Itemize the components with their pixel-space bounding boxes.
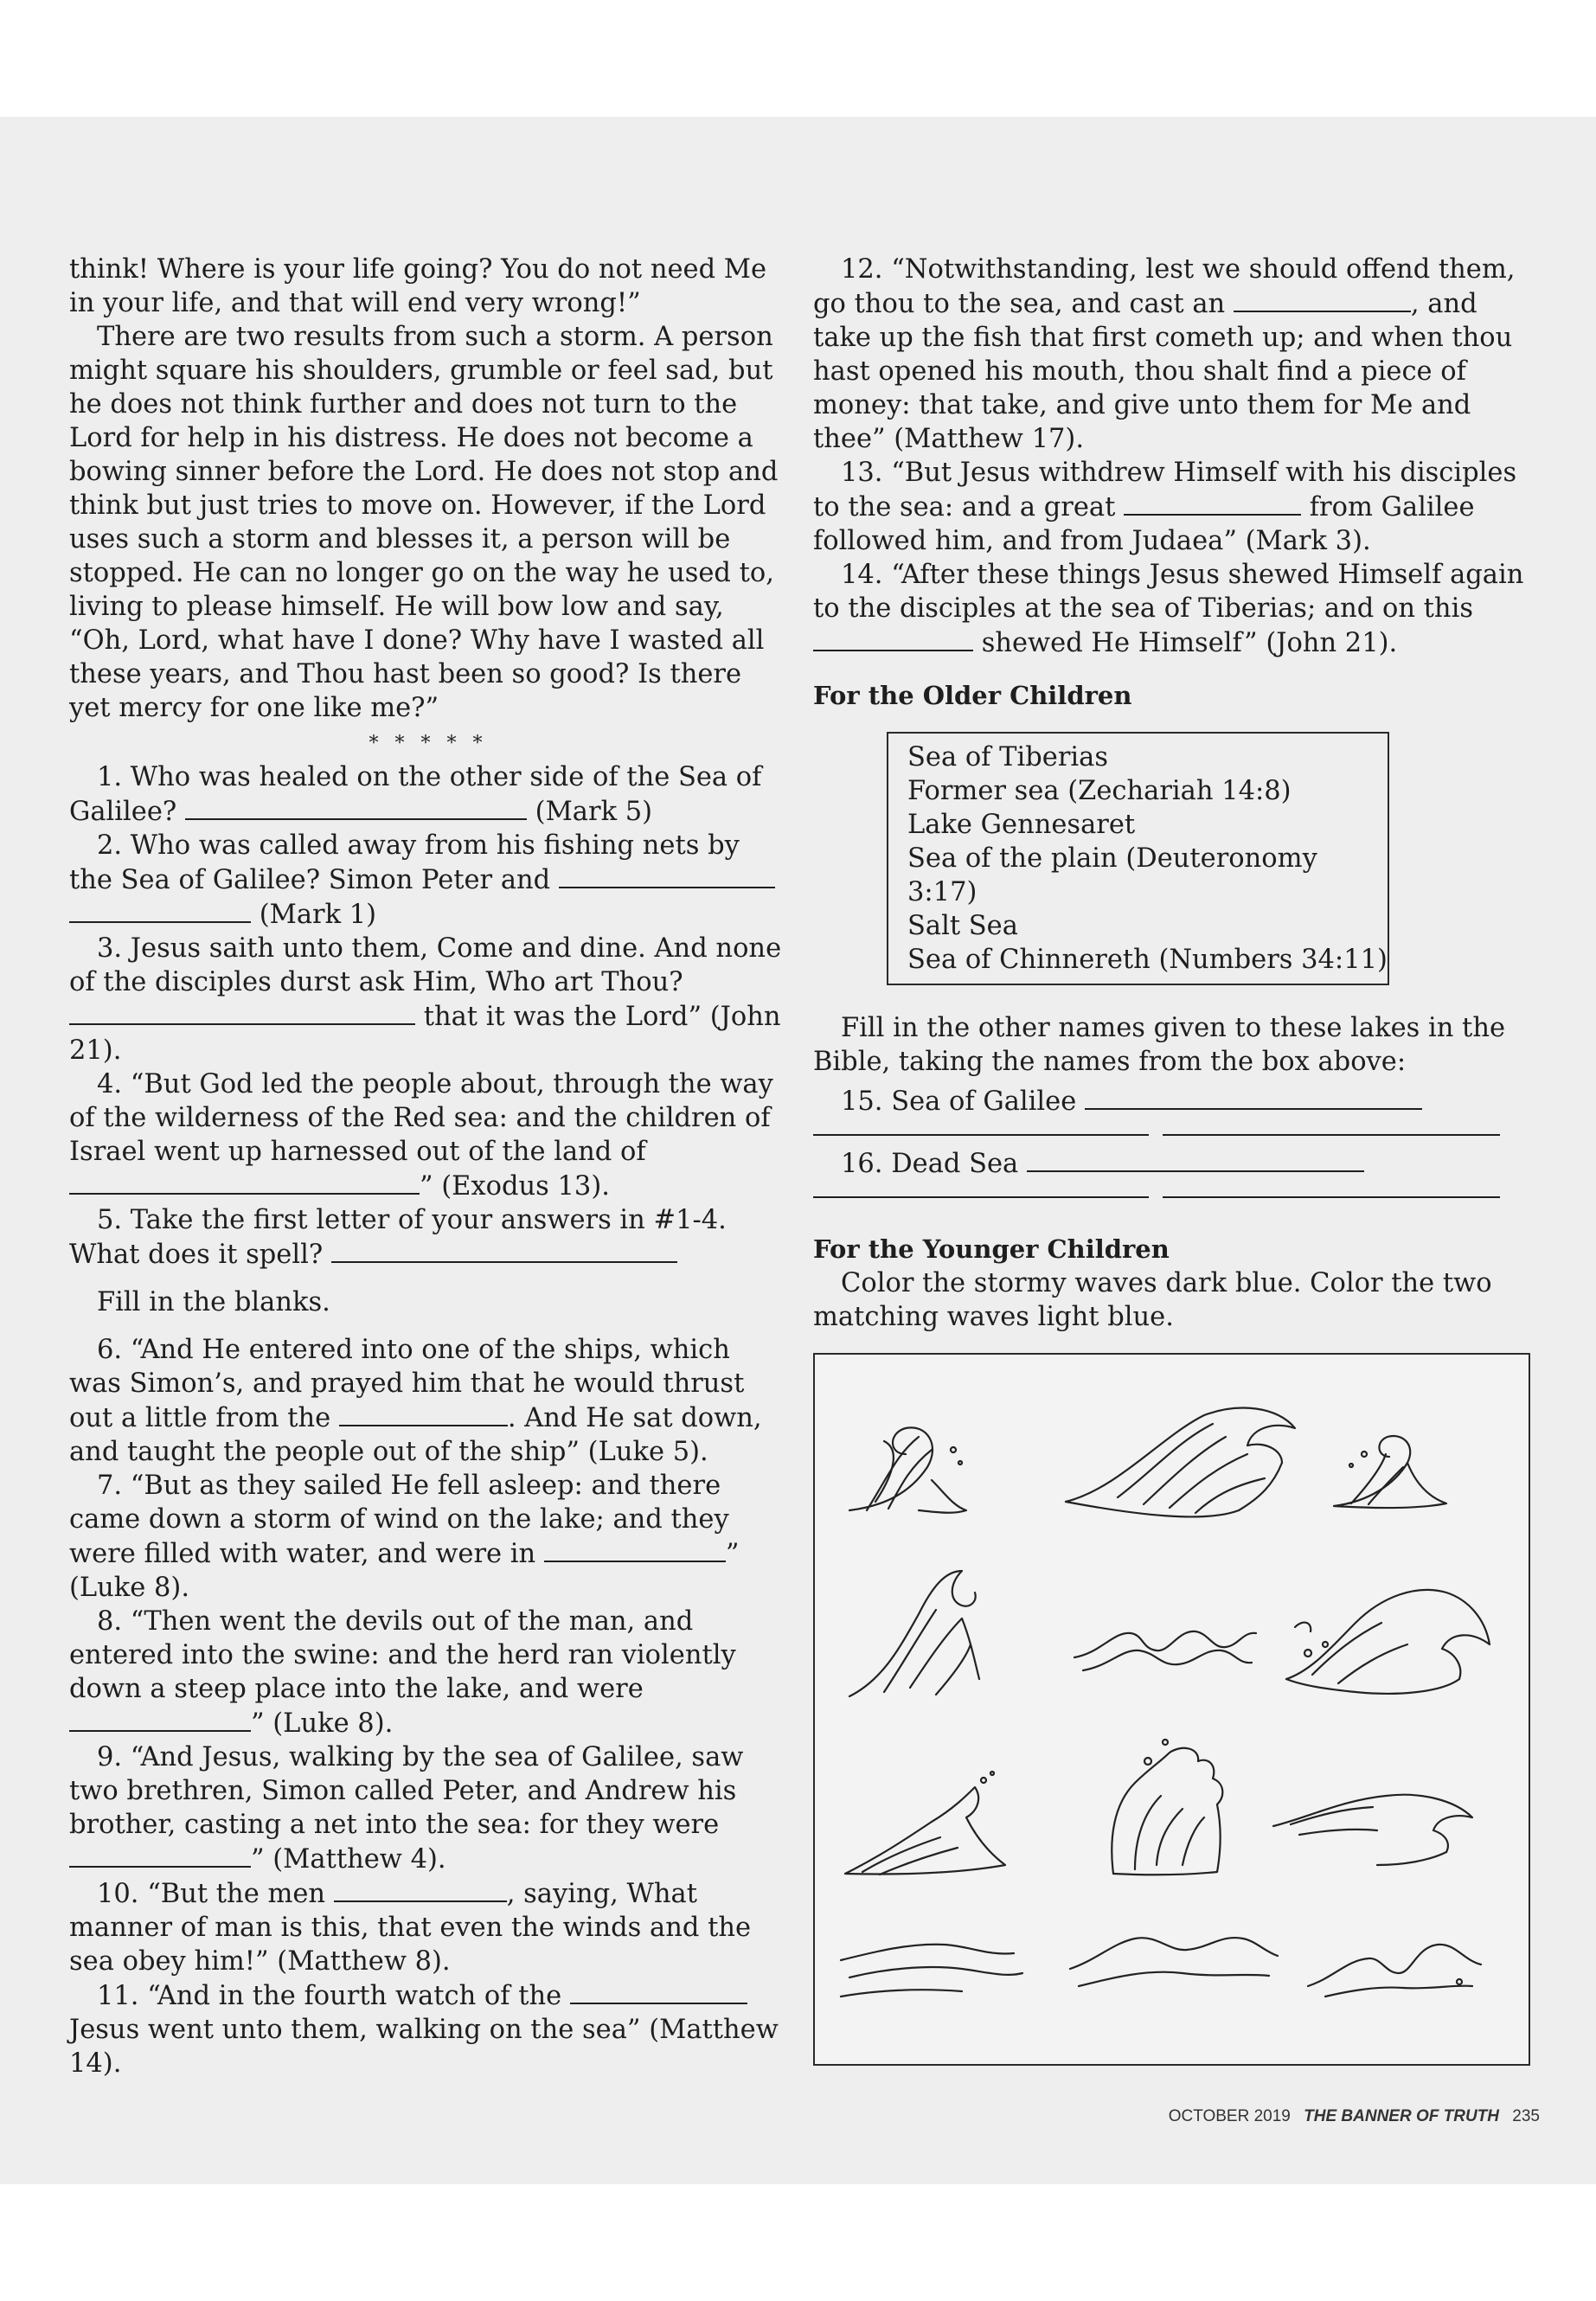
wave-drawing[interactable] [1308, 1945, 1481, 1997]
footer-page-number: 235 [1512, 2107, 1540, 2125]
wave-drawing[interactable] [849, 1571, 979, 1696]
answer-blank-9[interactable] [69, 1842, 251, 1868]
answer-blank-10[interactable] [334, 1876, 507, 1902]
fill-instruction: Fill in the blanks. [97, 1287, 330, 1317]
wave-drawing[interactable] [1074, 1631, 1256, 1670]
question-13: 13. “But Jesus withdrew Himself with his disciples to the sea: and a great from Galilee followed him, and from Judaea” (Mark 3). [813, 458, 1517, 556]
answer-blank-12[interactable] [1234, 286, 1411, 312]
footer-magazine-title: THE BANNER OF TRUTH [1304, 2107, 1500, 2125]
question-3: 3. Jesus saith unto them, Come and dine. And none of the disciples durst ask Him, Who art Thou? that it was the Lord” (John 21). [69, 933, 782, 1066]
question-10: 10. “But the men , saying, What manner of man is this, that even the winds and the sea obey him!” (Matthew 8). [69, 1876, 787, 1978]
answer-blank-14[interactable] [813, 625, 973, 651]
question-9: 9. “And Jesus, walking by the sea of Galilee, saw two brethren, Simon called Peter, and Andrew his brother, casting a net into the sea: for they were ” (Matthew 4). [69, 1742, 744, 1875]
box-item: Sea of Chinnereth (Numbers 34:11) [907, 945, 1388, 975]
wave-drawing[interactable] [841, 1945, 1022, 1997]
right-column [813, 253, 1527, 2066]
answer-blank-1[interactable] [185, 794, 527, 820]
question-11: 11. “And in the fourth watch of the Jesus went unto them, walking on the sea” (Matthew 14). [69, 1978, 787, 2080]
answer-blank-15a[interactable] [1085, 1084, 1422, 1110]
box-item: Lake Gennesaret [907, 810, 1136, 840]
answer-blank-16a[interactable] [1027, 1146, 1364, 1172]
answer-lines-15 [813, 1122, 1527, 1136]
page-footer [1133, 2107, 1540, 2126]
answer-blank-15c[interactable] [1163, 1122, 1500, 1136]
answer-blank-4[interactable] [69, 1169, 420, 1195]
box-item: Former sea (Zechariah 14:8) [907, 776, 1292, 806]
younger-instructions: Color the stormy waves dark blue. Color the two matching waves light blue. [813, 1268, 1492, 1332]
footer-date: OCTOBER 2019 [1168, 2107, 1291, 2125]
waves-illustration [815, 1355, 1529, 2064]
wave-drawing[interactable] [1286, 1590, 1490, 1694]
answer-blank-15b[interactable] [813, 1122, 1149, 1136]
older-children-heading: For the Older Children [813, 681, 1132, 710]
question-14: 14. “After these things Jesus shewed Himself again to the disciples at the sea of Tiberias; and on this shewed He Himself” (John 21). [813, 560, 1524, 658]
box-item: Salt Sea [907, 911, 1018, 941]
left-column [69, 253, 787, 2080]
answer-blank-16b[interactable] [813, 1184, 1149, 1198]
box-item: Sea of Tiberias [907, 742, 1109, 772]
waves-coloring-panel [813, 1353, 1530, 2066]
wave-drawing[interactable] [845, 1772, 1005, 1875]
question-2: 2. Who was called away from his fishing nets by the Sea of Galilee? Simon Peter and (Mark 1) [69, 829, 787, 932]
wave-drawing[interactable] [849, 1427, 966, 1512]
older-instructions: Fill in the other names given to these lakes in the Bible, taking the names from the box above: [813, 1013, 1506, 1077]
box-item: Sea of the plain (Deuteronomy 3:17) [907, 843, 1317, 907]
answer-blank-16c[interactable] [1163, 1184, 1500, 1198]
lake-names-box [887, 732, 1389, 985]
answer-blank-6[interactable] [339, 1400, 508, 1426]
answer-blank-2b[interactable] [69, 897, 251, 923]
answer-lines-16 [813, 1184, 1527, 1198]
question-16: 16. Dead Sea [813, 1146, 1527, 1181]
wave-drawing[interactable] [1066, 1408, 1295, 1517]
answer-blank-5[interactable] [331, 1237, 677, 1263]
answer-blank-3[interactable] [69, 999, 415, 1025]
younger-children-heading: For the Younger Children [813, 1234, 1170, 1264]
question-8: 8. “Then went the devils out of the man, and entered into the swine: and the herd ran violently down a steep place into the lake, and were ” (Luke 8). [69, 1606, 736, 1739]
paragraph-2: There are two results from such a storm. A person might square his shoulders, grumble or feel sad, but he does not think further and does not turn to the Lord for help in his distress. He does not become a bowing sinner before the Lord. He does not stop and think but just tries to move on. However, if the Lord uses such a storm and blesses it, a person will be stopped. He can no longer go on the way he used to, living to please himself. He will bow low and say, “Oh, Lord, what have I done? Why have I wasted all these years, and Thou hast been so good? Is there yet mercy for one like me?” [69, 322, 779, 723]
answer-blank-11[interactable] [570, 1978, 747, 2004]
wave-drawing[interactable] [1334, 1436, 1446, 1508]
question-4: 4. “But God led the people about, through the way of the wilderness of the Red sea: and the children of Israel went up harnessed out of the land of ” (Exodus 13). [69, 1069, 773, 1202]
wave-drawing[interactable] [1273, 1795, 1472, 1865]
question-12: 12. “Notwithstanding, lest we should offend them, go thou to the sea, and cast an , and take up the fish that first cometh up; and when thou hast opened his mouth, thou shalt find a piece of money: that take, and give unto them for Me and thee” (Matthew 17). [813, 254, 1516, 454]
answer-blank-8[interactable] [69, 1706, 251, 1732]
paragraph-1: think! Where is your life going? You do not need Me in your life, and that will end very wrong!” [69, 254, 767, 318]
wave-drawing[interactable] [1112, 1740, 1222, 1875]
separator-stars: * * * * * [369, 733, 488, 754]
question-15: 15. Sea of Galilee [813, 1084, 1527, 1118]
question-6: 6. “And He entered into one of the ships, which was Simon’s, and prayed him that he would thrust out a little from the . And He sat down, and taught the people out of the ship” (Luke 5). [69, 1335, 762, 1467]
question-1: 1. Who was healed on the other side of the Sea of Galilee? (Mark 5) [69, 762, 762, 827]
answer-blank-7[interactable] [544, 1536, 726, 1562]
answer-blank-2a[interactable] [559, 862, 775, 888]
answer-blank-13[interactable] [1124, 490, 1301, 516]
question-7: 7. “But as they sailed He fell asleep: and there came down a storm of wind on the lake; and they were filled with water, and were in ” (Luke 8). [69, 1471, 740, 1603]
question-5: 5. Take the first letter of your answers in #1-4. What does it spell? [69, 1205, 727, 1270]
wave-drawing[interactable] [1070, 1938, 1278, 1986]
